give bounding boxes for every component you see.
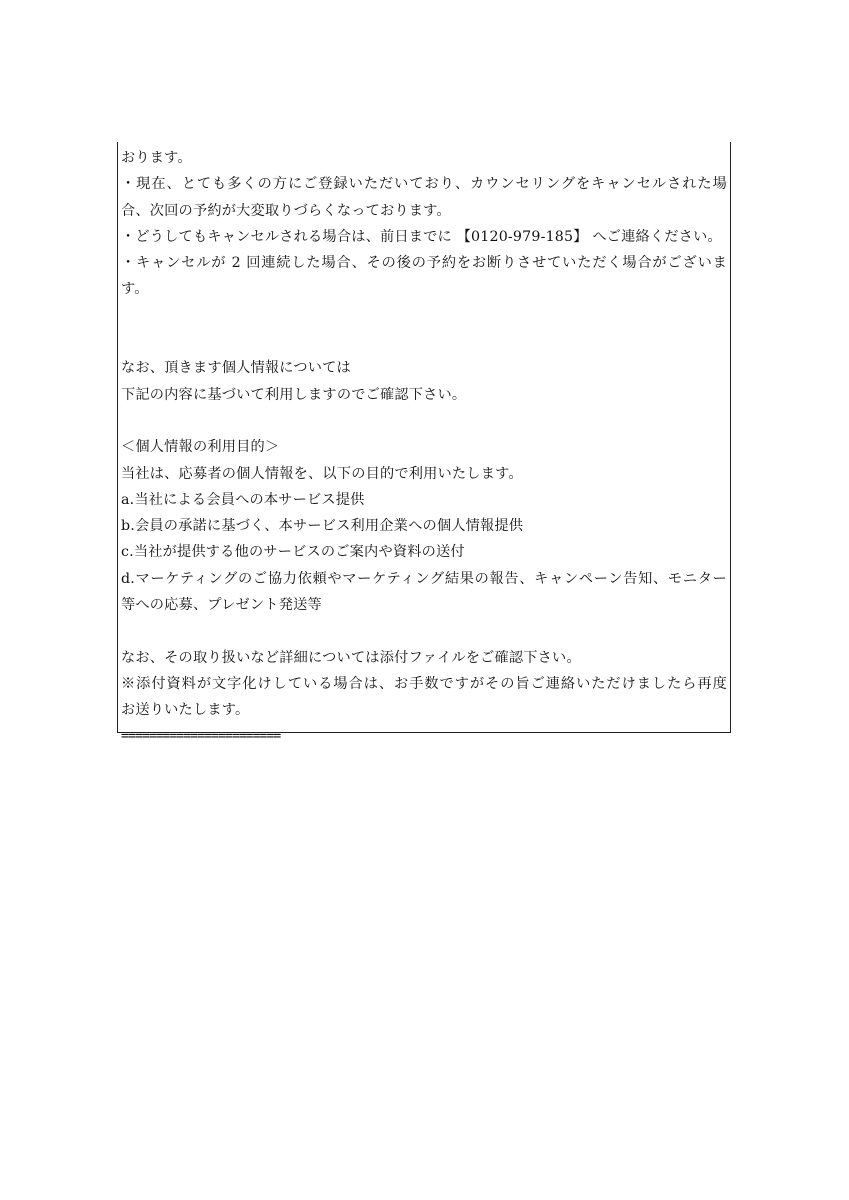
purpose-lead: 当社は、応募者の個人情報を、以下の目的で利用いたします。 bbox=[121, 465, 523, 482]
document-content bbox=[121, 145, 727, 750]
notes-line-2: ・現在、とても多くの方にご登録いただいており、カウンセリングをキャンセルされた場 bbox=[121, 176, 727, 193]
spacer bbox=[121, 303, 727, 329]
notes-line-1: おります。 bbox=[121, 150, 192, 166]
spacer bbox=[121, 618, 727, 644]
separator-rule: ======================= bbox=[121, 728, 281, 744]
closing-line-1: なお、その取り扱いなど詳細については添付ファイルをご確認下さい。 bbox=[121, 649, 581, 666]
personal-info-intro-2: 下記の内容に基づいて利用しますのでご確認下さい。 bbox=[121, 386, 467, 403]
purpose-item-c: c.当社が提供する他のサービスのご案内や資料の送付 bbox=[121, 544, 465, 561]
spacer bbox=[121, 408, 727, 434]
personal-info-intro-1: なお、頂きます個人情報については bbox=[121, 360, 351, 377]
spacer bbox=[121, 329, 727, 355]
closing-line-2: ※添付資料が文字化けしている場合は、お手数ですがその旨ご連絡いただけましたら再度 bbox=[121, 675, 727, 692]
purpose-item-d-cont: 等への応募、プレゼント発送等 bbox=[121, 597, 322, 614]
notes-line-3: 合、次回の予約が大変取りづらくなっております。 bbox=[121, 202, 451, 219]
document-box bbox=[117, 142, 731, 744]
notes-line-6: す。 bbox=[121, 281, 149, 298]
notes-line-4: ・どうしてもキャンセルされる場合は、前日までに 【0120-979-185】 へご連絡ください。 bbox=[121, 228, 722, 245]
purpose-item-d: d.マーケティングのご協力依頼やマーケティング結果の報告、キャンペーン告知、モニター bbox=[121, 570, 727, 587]
purpose-item-a: a.当社による会員への本サービス提供 bbox=[121, 491, 365, 508]
closing-line-3: お送りいたします。 bbox=[121, 702, 250, 719]
notes-line-5: ・キャンセルが 2 回連続した場合、その後の予約をお断りさせていただく場合がございま bbox=[121, 255, 727, 272]
purpose-item-b: b.会員の承諾に基づく、本サービス利用企業への個人情報提供 bbox=[121, 518, 524, 535]
purpose-heading: ＜個人情報の利用目的＞ bbox=[121, 439, 280, 456]
